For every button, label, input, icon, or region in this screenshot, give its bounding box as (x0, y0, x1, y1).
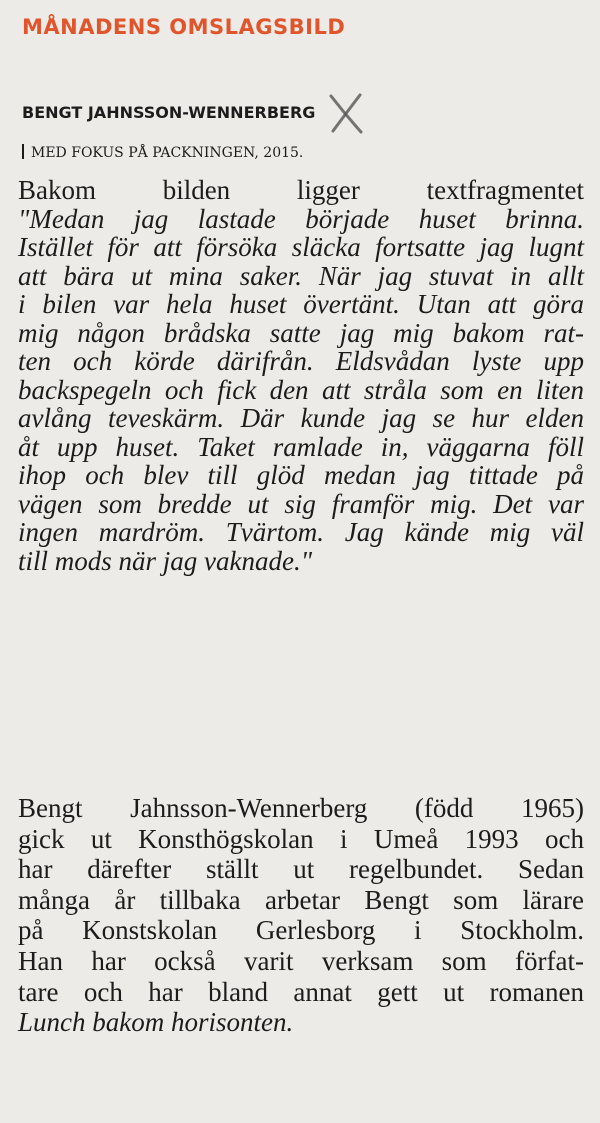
intro-line: Bakom bilden ligger textfragmentet (18, 175, 584, 205)
quote-line: i bilen var hela huset övertänt. Utan att göra (18, 289, 584, 319)
bio-line: Bengt Jahnsson-Wennerberg (född 1965) (18, 793, 584, 823)
artwork-caption (22, 144, 303, 161)
quote-line: till mods när jag vaknade." (18, 545, 313, 576)
bio-line: gick ut Konsthögskolan i Umeå 1993 och (18, 823, 584, 854)
bio-line: har därefter ställt ut regelbundet. Sedan (18, 854, 584, 885)
artist-name: BENGT JAHNSSON-WENNERBERG (22, 103, 316, 122)
bio-line: tare och har bland annat gett ut romanen (18, 976, 584, 1007)
quote-line: mig någon brådska satte jag mig bakom rat- (18, 317, 584, 348)
quote-line: ten och körde därifrån. Eldsvådan lyste upp (18, 346, 584, 376)
quote-line: ingen mardröm. Tvärtom. Jag kände mig väl (18, 517, 584, 547)
caption-bar (22, 144, 24, 159)
bio-line: många år tillbaka arbetar Bengt som lärare (18, 884, 584, 915)
quote-line: ihop och blev till glöd medan jag tittade på (18, 460, 584, 490)
artwork-title: MED FOKUS PÅ PACKNINGEN, 2015. (31, 145, 304, 161)
quote-line: backspegeln och fick den att stråla som en liten (18, 374, 584, 405)
quote-line: åt upp huset. Taket ramlade in, väggarna föll (18, 431, 584, 462)
bio-paragraph (18, 793, 584, 1038)
quote-line: vägen som bredde ut sig framför mig. Det var (18, 488, 584, 519)
quote-line: Istället för att försöka släcka fortsatte jag lugnt (18, 232, 584, 262)
book-title: Lunch bakom horisonten. (18, 1007, 294, 1038)
section-heading: MÅNADENS OMSLAGSBILD (22, 15, 346, 39)
bio-line: Han har också varit verksam som förfat- (18, 945, 584, 976)
quote-line: avlång teveskärm. Där kunde jag se hur elden (18, 403, 584, 433)
quote-line: att bära ut mina saker. När jag stuvat in allt (18, 260, 584, 291)
quote-line: "Medan jag lastade började huset brinna. (18, 203, 584, 234)
bio-line: på Konstskolan Gerlesborg i Stockholm. (18, 915, 584, 946)
quote-paragraph (18, 176, 584, 575)
bio-last-line (18, 1007, 584, 1038)
handwritten-cross-mark (327, 92, 365, 134)
